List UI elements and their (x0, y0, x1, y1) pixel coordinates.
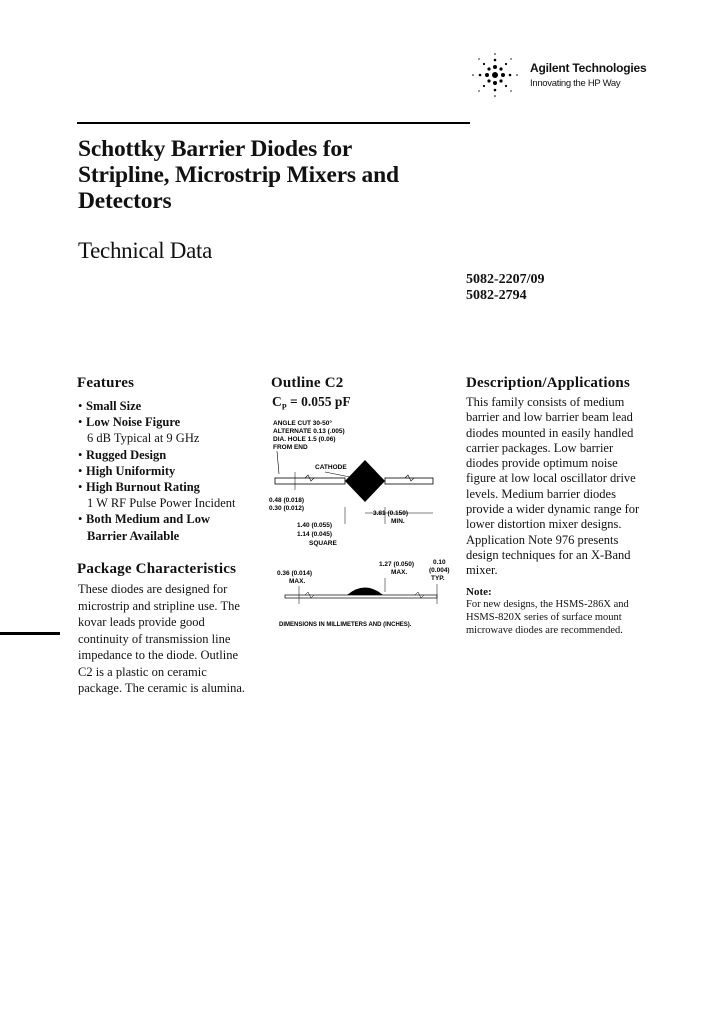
list-item: • High Uniformity (78, 463, 176, 478)
description-heading: Description/Applications (466, 375, 630, 391)
angle-note-2: ALTERNATE 0.13 (.005) (273, 428, 345, 435)
right-lead (385, 478, 433, 484)
page-subtitle: Technical Data (78, 238, 213, 263)
title-line-1: Schottky Barrier Diodes for (78, 136, 353, 162)
list-item-detail: Barrier Available (87, 528, 180, 543)
text-line: barrier and low barrier beam lead (466, 410, 633, 425)
list-item-detail: 6 dB Typical at 9 GHz (87, 431, 200, 446)
note-heading: Note: (466, 586, 492, 598)
height-2: MAX. (391, 569, 408, 576)
body-square-3: SQUARE (309, 540, 337, 547)
text-line: levels. Medium barrier diodes (466, 486, 616, 501)
text-line: design techniques for an X-Band (466, 547, 631, 562)
list-item: • Rugged Design (78, 447, 167, 462)
package-text (78, 581, 258, 697)
title-line-3: Detectors (78, 188, 172, 214)
list-item-detail: 1 W RF Pulse Power Incident (87, 496, 236, 511)
side-view-body (347, 588, 383, 596)
text-line: kovar leads provide good (78, 615, 205, 629)
note-text (466, 598, 656, 637)
text-line: This family consists of medium (466, 395, 625, 409)
list-item: • Low Noise Figure (78, 415, 181, 430)
text-line: microstrip and stripline use. The (78, 598, 240, 613)
lead-width-2: 0.30 (0.012) (269, 505, 305, 512)
lead-tip-3: TYP. (431, 575, 445, 582)
text-line: HSMS-820X series of surface mount (466, 612, 622, 623)
features-heading: Features (77, 375, 135, 391)
lead-thickness-2: MAX. (289, 578, 306, 585)
text-line: C2 is a plastic on ceramic (78, 664, 207, 679)
outline-drawing (265, 412, 465, 632)
text-line: continuity of transmission line (78, 631, 231, 646)
height-1: 1.27 (0.050) (379, 561, 415, 568)
agilent-spark-icon (465, 50, 529, 100)
description-text (466, 395, 656, 579)
text-line: mixer. (466, 563, 498, 578)
body-square-2: 1.14 (0.045) (297, 531, 333, 538)
lead-length-2: MIN. (391, 518, 405, 525)
bullet-icon: • (78, 415, 83, 430)
side-view-lead (285, 595, 437, 598)
outline-heading: Outline C2 (271, 375, 344, 391)
angle-note-4: FROM END (273, 444, 308, 451)
part-number: 5082-2207/09 (466, 272, 545, 287)
text-line: For new designs, the HSMS-286X and (466, 599, 629, 610)
text-line: diodes provide optimum noise (466, 456, 618, 471)
text-line: figure at low local oscillator drive (466, 471, 636, 486)
capacitance-spec: $C_P = 0.055$ pF (272, 394, 351, 412)
bullet-icon: • (78, 399, 83, 413)
bullet-icon: • (78, 463, 83, 478)
text-line: provide a wider dynamic range for (466, 502, 640, 517)
lead-tip-2: (0.004) (429, 567, 450, 574)
dimensions-footnote: DIMENSIONS IN MILLIMETERS AND (INCHES). (279, 622, 412, 628)
package-heading: Package Characteristics (77, 561, 237, 577)
title-line-2: Stripline, Microstrip Mixers and (78, 162, 399, 188)
lead-tip-1: 0.10 (433, 559, 446, 566)
angle-note-3: DIA. HOLE 1.5 (0.06) (273, 436, 336, 443)
lead-width-1: 0.48 (0.018) (269, 497, 305, 504)
part-number: 5082-2794 (466, 288, 527, 303)
list-item: • High Burnout Rating (78, 480, 200, 495)
title-rule (77, 122, 470, 124)
bullet-icon: • (78, 447, 83, 462)
text-line: Application Note 976 presents (466, 532, 619, 547)
angle-note-1: ANGLE CUT 30-50° (273, 420, 332, 427)
list-item: • Small Size (78, 399, 142, 413)
margin-rule (0, 632, 60, 635)
cathode-label: CATHODE (315, 464, 347, 471)
text-line: package. The ceramic is alumina. (78, 681, 246, 695)
text-line: carrier packages. Low barrier (466, 440, 614, 455)
diode-body (345, 460, 385, 502)
list-item: • Both Medium and Low (78, 512, 210, 527)
body-square-1: 1.40 (0.055) (297, 522, 333, 529)
bullet-icon: • (78, 480, 83, 495)
features-list (78, 398, 258, 544)
text-line: These diodes are designed for (78, 582, 228, 596)
bullet-icon: • (78, 512, 83, 527)
brand-name: Agilent Technologies (530, 61, 647, 75)
page-title (78, 136, 478, 214)
text-line: diodes mounted in easily handled (466, 425, 634, 440)
text-line: lower distortion mixer designs. (466, 517, 622, 532)
part-numbers (466, 272, 545, 304)
text-line: impedance to the diode. Outline (78, 648, 239, 662)
brand-tagline: Innovating the HP Way (530, 78, 621, 89)
text-line: microwave diodes are recommended. (466, 625, 623, 636)
lead-thickness-1: 0.36 (0.014) (277, 570, 313, 577)
lead-length-1: 3.81 (0.150) (373, 510, 409, 517)
